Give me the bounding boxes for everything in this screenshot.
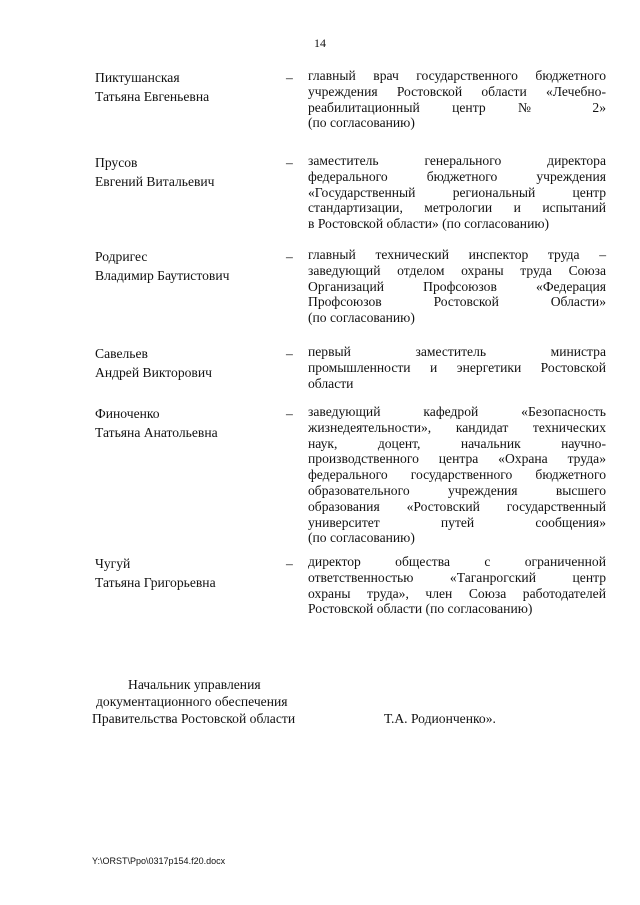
member-name — [95, 247, 285, 285]
signatory-title-line: Правительства Ростовской области — [92, 711, 296, 726]
member-entry — [95, 247, 615, 344]
role-line: первый заместитель министра — [308, 344, 606, 359]
role-line: главный врач государственного бюджетного — [308, 68, 606, 83]
member-given-name: Андрей Викторович — [95, 365, 212, 380]
separator-dash: – — [286, 406, 293, 421]
role-line: Организаций Профсоюзов «Федерация — [308, 278, 606, 294]
role-line: ответственностью «Таганрогский центр — [308, 569, 606, 585]
role-line: «Государственный региональный центр — [308, 184, 606, 200]
role-line: учреждения Ростовской области «Лечебно- — [308, 83, 606, 99]
role-line: Профсоюзов Ростовской Области» — [308, 294, 606, 310]
role-line: образовательного учреждения высшего — [308, 482, 606, 498]
member-given-name: Татьяна Анатольевна — [95, 425, 218, 440]
role-line: в Ростовской области» (по согласованию) — [308, 216, 550, 232]
members-list — [95, 68, 615, 624]
separator-dash: – — [286, 346, 293, 361]
member-role — [308, 404, 606, 546]
role-line: стандартизации, метрологии и испытаний — [308, 200, 606, 216]
separator-dash: – — [286, 249, 293, 264]
role-line: университет путей сообщения» — [308, 514, 606, 530]
member-role — [308, 344, 606, 391]
role-line: области — [308, 375, 354, 391]
member-surname: Прусов — [95, 155, 138, 170]
signatory-name: Т.А. Родионченко». — [384, 711, 496, 726]
member-name — [95, 68, 285, 106]
role-line: наук, доцент, начальник научно- — [308, 435, 606, 451]
role-line: федерального государственного бюджетного — [308, 467, 606, 483]
member-role — [308, 153, 606, 232]
role-line: образования «Ростовский государственный — [308, 498, 606, 514]
role-line: жизнедеятельности», кандидат технических — [308, 419, 606, 435]
file-path-footer: Y:\ORST\Ppo\0317p154.f20.docx — [92, 856, 226, 866]
signatory-title-line: Начальник управления — [128, 677, 261, 692]
member-name — [95, 554, 285, 592]
member-surname: Савельев — [95, 346, 148, 361]
role-line: заведующий отделом охраны труда Союза — [308, 262, 606, 278]
role-line: (по согласованию) — [308, 530, 415, 546]
member-surname: Чугуй — [95, 556, 131, 571]
page-number: 14 — [314, 36, 326, 50]
member-given-name: Владимир Баутистович — [95, 268, 230, 283]
member-entry — [95, 344, 615, 404]
separator-dash: – — [286, 70, 293, 85]
member-entry — [95, 404, 615, 554]
role-line: реабилитационный центр № 2» — [308, 99, 606, 115]
member-surname: Пиктушанская — [95, 70, 180, 85]
role-line: (по согласованию) — [308, 310, 415, 326]
member-name — [95, 153, 285, 191]
member-role — [308, 554, 606, 617]
role-line: директор общества с ограниченной — [308, 554, 606, 569]
member-name — [95, 404, 285, 442]
member-entry — [95, 153, 615, 247]
role-line: заместитель генерального директора — [308, 153, 606, 168]
member-role — [308, 247, 606, 326]
separator-dash: – — [286, 155, 293, 170]
role-line: федерального бюджетного учреждения — [308, 168, 606, 184]
member-entry — [95, 554, 615, 624]
member-given-name: Татьяна Евгеньевна — [95, 89, 210, 104]
role-line: промышленности и энергетики Ростовской — [308, 359, 606, 375]
member-name — [95, 344, 285, 382]
separator-dash: – — [286, 556, 293, 571]
role-line: производственного центра «Охрана труда» — [308, 451, 606, 467]
member-role — [308, 68, 606, 131]
role-line: (по согласованию) — [308, 115, 415, 131]
member-surname: Родригес — [95, 249, 148, 264]
member-entry — [95, 68, 615, 153]
member-given-name: Евгений Витальевич — [95, 174, 215, 189]
signatory-title-line: документационного обеспечения — [96, 694, 288, 709]
role-line: заведующий кафедрой «Безопасность — [308, 404, 606, 419]
member-given-name: Татьяна Григорьевна — [95, 575, 216, 590]
role-line: Ростовской области (по согласованию) — [308, 601, 533, 617]
role-line: охраны труда», член Союза работодателей — [308, 585, 606, 601]
role-line: главный технический инспектор труда – — [308, 247, 606, 262]
member-surname: Финоченко — [95, 406, 160, 421]
